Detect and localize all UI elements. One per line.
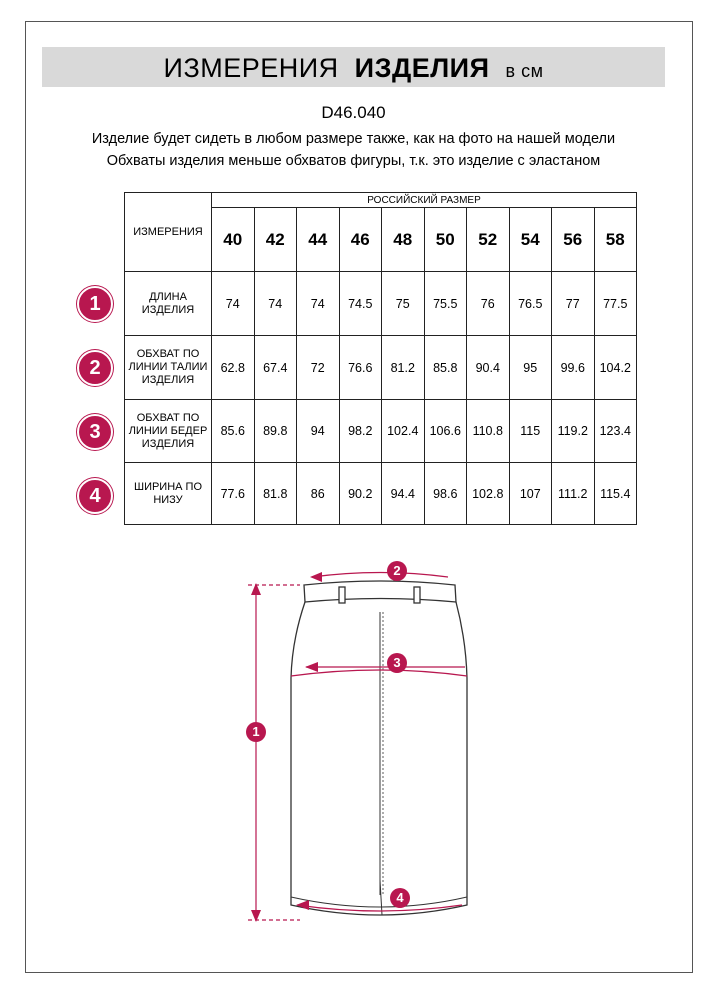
size-header: 42 [254, 208, 297, 272]
table-cell: 76.6 [339, 336, 382, 400]
row-label: ОБХВАТ ПО ЛИНИИ ТАЛИИ ИЗДЕЛИЯ [125, 336, 212, 400]
table-cell: 99.6 [552, 336, 595, 400]
row-number-badge: 3 [77, 414, 113, 450]
row-label: ШИРИНА ПО НИЗУ [125, 463, 212, 525]
table-cell: 77.6 [212, 463, 255, 525]
table-cell: 67.4 [254, 336, 297, 400]
product-code: D46.040 [321, 103, 386, 122]
table-cell: 102.8 [467, 463, 510, 525]
size-header: 48 [382, 208, 425, 272]
table-cell: 62.8 [212, 336, 255, 400]
table-cell: 115.4 [594, 463, 637, 525]
row-label: ОБХВАТ ПО ЛИНИИ БЕДЕР ИЗДЕЛИЯ [125, 400, 212, 463]
table-cell: 77.5 [594, 272, 637, 336]
table-cell: 85.6 [212, 400, 255, 463]
elastane-note: Обхваты изделия меньше обхватов фигуры, т.к. это изделие с эластаном [106, 153, 601, 169]
size-header: 44 [297, 208, 340, 272]
size-header: 52 [467, 208, 510, 272]
table-cell: 75 [382, 272, 425, 336]
table-cell: 72 [297, 336, 340, 400]
table-cell: 85.8 [424, 336, 467, 400]
diagram-marker-hips: 3 [387, 653, 407, 673]
table-cell: 98.6 [424, 463, 467, 525]
fit-note: Изделие будет сидеть в любом размере также, как на фото на нашей модели [91, 131, 616, 147]
size-header: 58 [594, 208, 637, 272]
table-cell: 74 [297, 272, 340, 336]
table-cell: 119.2 [552, 400, 595, 463]
table-cell: 115 [509, 400, 552, 463]
table-cell: 77 [552, 272, 595, 336]
size-header: 40 [212, 208, 255, 272]
table-cell: 102.4 [382, 400, 425, 463]
size-group-header: РОССИЙСКИЙ РАЗМЕР [212, 193, 637, 208]
table-cell: 76.5 [509, 272, 552, 336]
size-header: 46 [339, 208, 382, 272]
title-measurements: ИЗМЕРЕНИЯ [163, 53, 339, 83]
skirt-outline [291, 581, 467, 915]
table-cell: 107 [509, 463, 552, 525]
table-cell: 76 [467, 272, 510, 336]
table-cell: 95 [509, 336, 552, 400]
table-cell: 74 [212, 272, 255, 336]
table-cell: 75.5 [424, 272, 467, 336]
table-cell: 106.6 [424, 400, 467, 463]
size-header: 56 [552, 208, 595, 272]
table-cell: 94.4 [382, 463, 425, 525]
title-item: ИЗДЕЛИЯ [354, 53, 490, 83]
table-cell: 90.2 [339, 463, 382, 525]
title-unit: в см [505, 61, 544, 81]
diagram-marker-length: 1 [246, 722, 266, 742]
row-label: ДЛИНА ИЗДЕЛИЯ [125, 272, 212, 336]
row-number-badge: 4 [77, 478, 113, 514]
table-cell: 110.8 [467, 400, 510, 463]
table-cell: 90.4 [467, 336, 510, 400]
table-cell: 74.5 [339, 272, 382, 336]
table-cell: 81.2 [382, 336, 425, 400]
diagram-marker-waist: 2 [387, 561, 407, 581]
table-cell: 89.8 [254, 400, 297, 463]
size-header: 54 [509, 208, 552, 272]
measurement-lines [248, 572, 467, 922]
table-cell: 94 [297, 400, 340, 463]
table-cell: 86 [297, 463, 340, 525]
diagram-marker-hem: 4 [390, 888, 410, 908]
size-header: 50 [424, 208, 467, 272]
measure-header: ИЗМЕРЕНИЯ [125, 193, 212, 272]
row-number-badge: 1 [77, 286, 113, 322]
table-cell: 81.8 [254, 463, 297, 525]
row-number-badge: 2 [77, 350, 113, 386]
table-cell: 123.4 [594, 400, 637, 463]
table-cell: 104.2 [594, 336, 637, 400]
table-cell: 111.2 [552, 463, 595, 525]
table-cell: 98.2 [339, 400, 382, 463]
table-cell: 74 [254, 272, 297, 336]
